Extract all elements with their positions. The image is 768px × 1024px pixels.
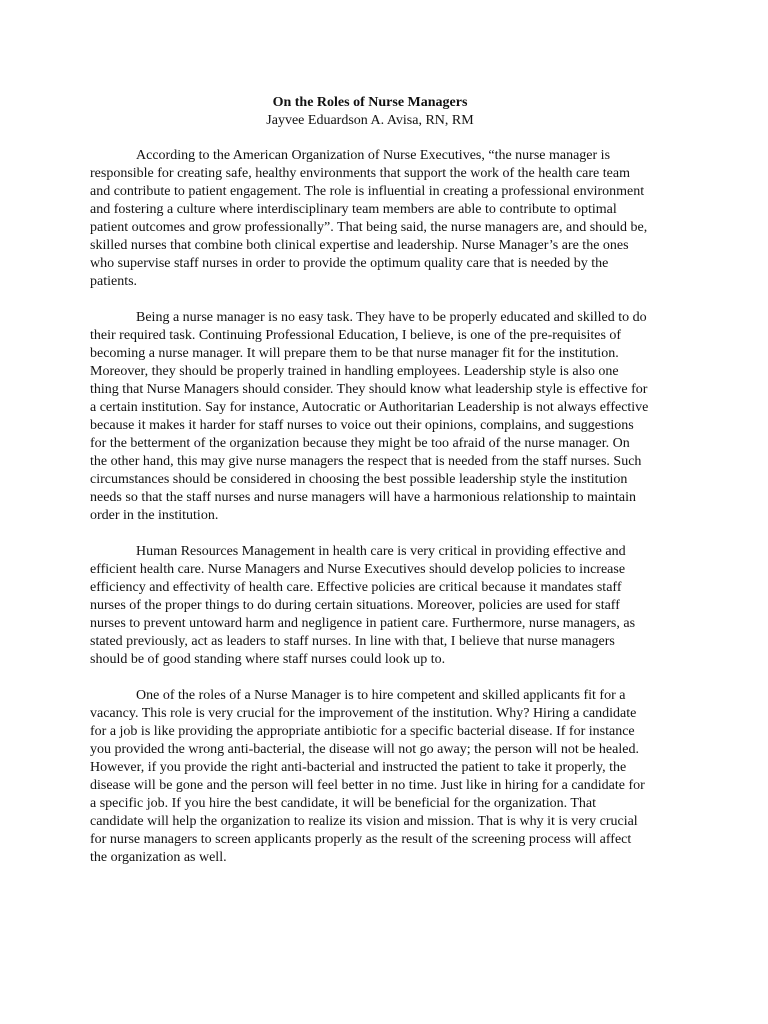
document-page xyxy=(90,94,650,885)
document-title: On the Roles of Nurse Managers xyxy=(272,95,468,110)
paragraph: Human Resources Management in health care is very critical in providing effective and efficient health care. Nurse Managers and Nurse Executives should develop policies to increase efficiency and effectivity of health care. Effective policies are critical because it mandates staff nurses of the proper things to do during certain situations. Moreover, policies are used for staff nurses to prevent untoward harm and negligence in patient care. Furthermore, nurse managers, as stated previously, act as leaders to staff nurses. In line with that, I believe that nurse managers should be of good standing where staff nurses could look up to. xyxy=(90,544,636,667)
paragraph: Being a nurse manager is no easy task. They have to be properly educated and skilled to do their required task. Continuing Professional Education, I believe, is one of the pre-requisites of becoming a nurse manager. It will prepare them to be that nurse manager fit for the institution. Moreover, they should be properly trained in handling employees. Leadership style is also one thing that Nurse Managers should consider. They should know what leadership style is effective for a certain institution. Say for instance, Autocratic or Authoritarian Leadership is not always effective because it makes it harder for staff nurses to voice out their opinions, complains, and suggestions for the betterment of the organization because they might be too afraid of the nurse manager. On the other hand, this may give nurse managers the respect that is needed from the staff nurses. Such circumstances should be considered in choosing the best possible leadership style the institution needs so that the staff nurses and nurse managers will have a harmonious relationship to maintain order in the institution. xyxy=(90,310,649,523)
paragraph: One of the roles of a Nurse Manager is to hire competent and skilled applicants fit for a vacancy. This role is very crucial for the improvement of the institution. Why? Hiring a candidate for a job is like providing the appropriate antibiotic for a specific bacterial disease. If for instance you provided the wrong anti-bacterial, the disease will not go away; the person will not be healed. However, if you provide the right anti-bacterial and instructed the patient to take it properly, the disease will be gone and the person will feel better in no time. Just like in hiring for a candidate for a specific job. If you hire the best candidate, it will be beneficial for the organization. That candidate will help the organization to realize its vision and mission. That is why it is very crucial for nurse managers to screen applicants properly as the result of the screening process will affect the organization as well. xyxy=(90,688,645,865)
paragraph: According to the American Organization of Nurse Executives, “the nurse manager is responsible for creating safe, healthy environments that support the work of the health care team and contribute to patient engagement. The role is influential in creating a professional environment and fostering a culture where interdisciplinary team members are able to contribute to optimal patient outcomes and grow professionally”. That being said, the nurse managers are, and should be, skilled nurses that combine both clinical expertise and leadership. Nurse Manager’s are the ones who supervise staff nurses in order to provide the optimum quality care that is needed by the patients. xyxy=(90,148,648,289)
document-author: Jayvee Eduardson A. Avisa, RN, RM xyxy=(266,113,474,128)
